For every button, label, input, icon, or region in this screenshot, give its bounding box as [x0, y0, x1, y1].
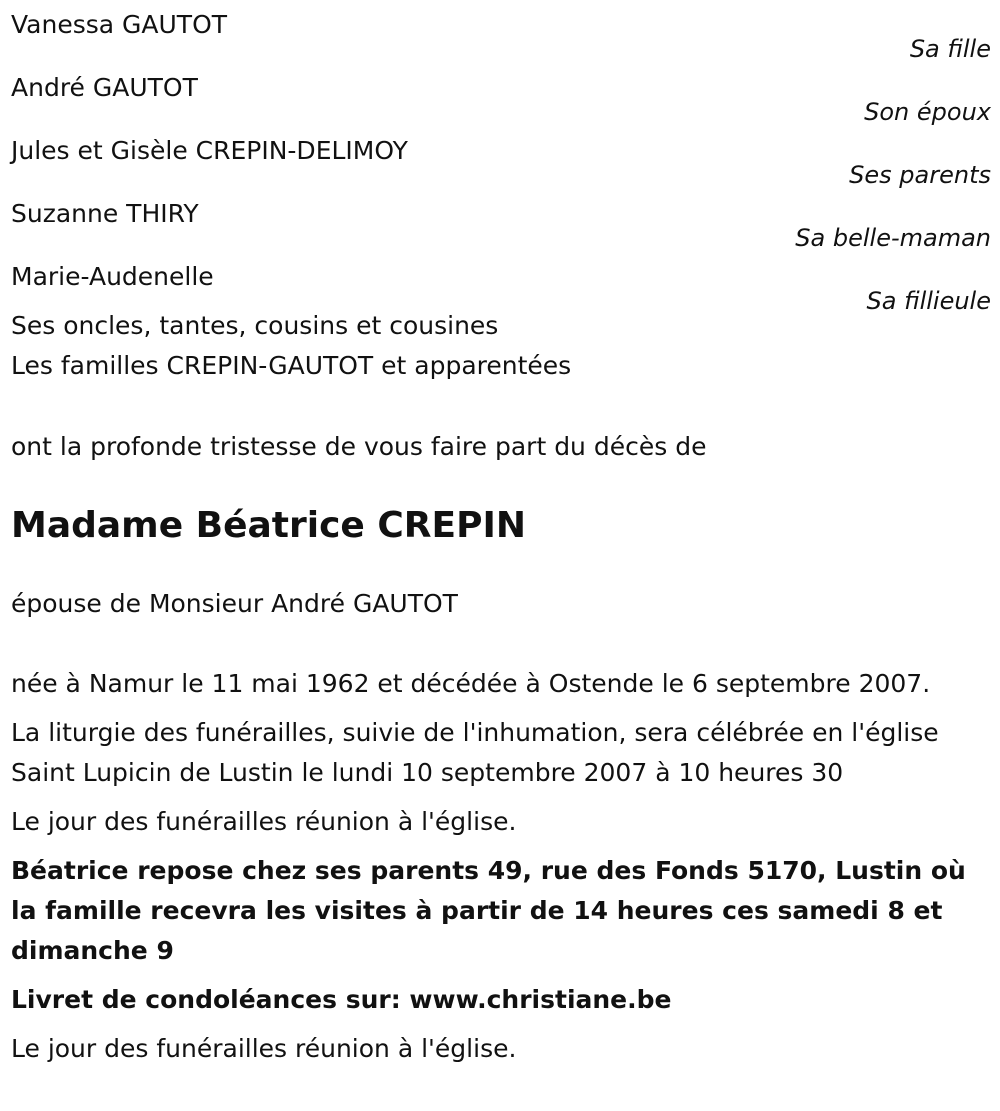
family-member-name: Suzanne THIRY — [11, 199, 199, 228]
extended-family — [11, 306, 991, 386]
family-member-relation: Sa fille — [909, 35, 991, 63]
visitation-paragraph: Béatrice repose chez ses parents 49, rue des Fonds 5170, Lustin où la famille recevra les visites à partir de 14 heures ces samedi 8 et dimanche 9 — [11, 856, 966, 965]
liturgy-paragraph: La liturgie des funérailles, suivie de l'inhumation, sera célébrée en l'église Saint Lupicin de Lustin le lundi 10 septembre 2007 à 10 heures 30 — [11, 718, 939, 787]
announcement-intro: ont la profonde tristesse de vous faire part du décès de — [11, 432, 707, 461]
reunion-note: Le jour des funérailles réunion à l'église. — [11, 807, 517, 836]
extended-family-line: Ses oncles, tantes, cousins et cousines — [11, 311, 499, 340]
family-member-name: André GAUTOT — [11, 73, 198, 102]
family-entry — [11, 63, 991, 126]
condolences-link-line: Livret de condoléances sur: www.christiane.be — [11, 985, 672, 1014]
family-entry — [11, 252, 991, 315]
birth-death-line: née à Namur le 11 mai 1962 et décédée à Ostende le 6 septembre 2007. — [11, 669, 931, 698]
family-entry — [11, 126, 991, 189]
reunion-note-repeat: Le jour des funérailles réunion à l'église. — [11, 1034, 517, 1063]
family-list — [11, 0, 991, 315]
family-member-relation: Ses parents — [849, 161, 991, 189]
deceased-name: Madame Béatrice CREPIN — [11, 505, 527, 546]
obituary-notice — [11, 0, 991, 1069]
spouse-line: épouse de Monsieur André GAUTOT — [11, 589, 458, 618]
family-entry — [11, 189, 991, 252]
family-member-relation: Sa belle-maman — [795, 224, 991, 252]
family-member-relation: Son époux — [864, 98, 991, 126]
family-member-name: Jules et Gisèle CREPIN-DELIMOY — [11, 136, 408, 165]
family-entry — [11, 0, 991, 63]
family-member-name: Vanessa GAUTOT — [11, 10, 228, 39]
family-member-relation: Sa fillieule — [866, 287, 991, 315]
extended-family-line: Les familles CREPIN-GAUTOT et apparentées — [11, 351, 572, 380]
family-member-name: Marie-Audenelle — [11, 262, 214, 291]
